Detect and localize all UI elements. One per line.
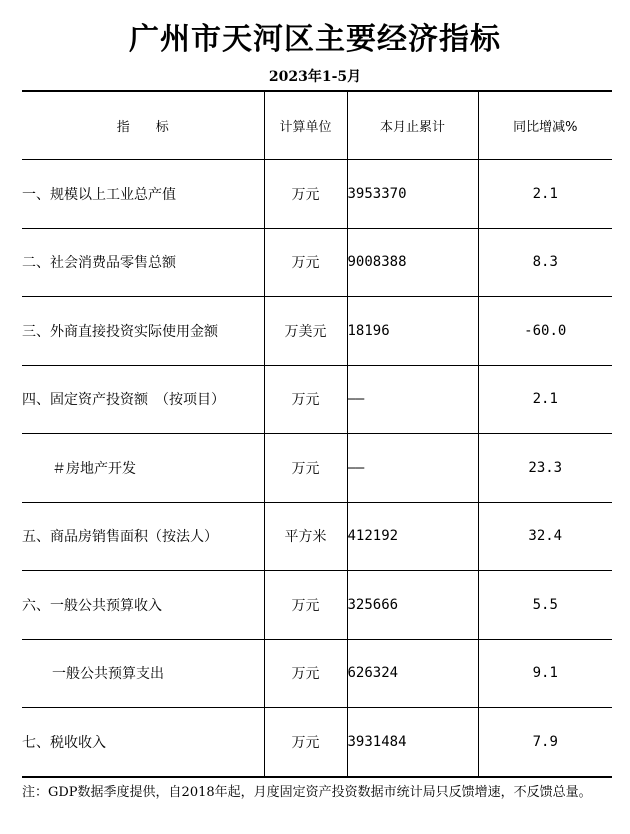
cumulative-value-cell: 3931484 [347,708,478,777]
table-row [22,708,612,777]
indicator-cell: 一般公共预算支出 [22,639,264,708]
unit-cell: 万元 [264,365,347,434]
yoy-change-cell: 23.3 [478,434,612,503]
indicator-cell: 七、税收收入 [22,708,264,777]
yoy-change-cell: -60.0 [478,297,612,366]
unit-cell: 平方米 [264,502,347,571]
table-row [22,434,612,503]
yoy-change-cell: 5.5 [478,571,612,640]
yoy-change-cell: 7.9 [478,708,612,777]
cumulative-value-cell: 325666 [347,571,478,640]
table-row [22,160,612,229]
indicators-table [22,90,612,778]
header-indicator: 指 标 [22,91,264,160]
cumulative-value-cell: 3953370 [347,160,478,229]
cumulative-value-cell: 626324 [347,639,478,708]
footnote: 注：GDP数据季度提供，自2018年起，月度固定资产投资数据市统计局只反馈增速，不反馈总量。 [22,785,592,800]
unit-cell: 万元 [264,228,347,297]
table-row [22,571,612,640]
page-title: 广州市天河区主要经济指标 [129,22,501,57]
unit-cell: 万美元 [264,297,347,366]
table-row [22,365,612,434]
indicator-cell: 二、社会消费品零售总额 [22,228,264,297]
table-row [22,502,612,571]
table-row [22,639,612,708]
indicator-cell: 五、商品房销售面积（按法人） [22,502,264,571]
yoy-change-cell: 8.3 [478,228,612,297]
cumulative-value-cell: 18196 [347,297,478,366]
unit-cell: 万元 [264,708,347,777]
indicator-cell: 一、规模以上工业总产值 [22,160,264,229]
unit-cell: 万元 [264,639,347,708]
cumulative-value-cell: 412192 [347,502,478,571]
table-row [22,297,612,366]
unit-cell: 万元 [264,434,347,503]
yoy-change-cell: 2.1 [478,365,612,434]
yoy-change-cell: 32.4 [478,502,612,571]
table-header-row [22,91,612,160]
cumulative-value-cell: —— [347,434,478,503]
header-cumulative: 本月止累计 [347,91,478,160]
unit-cell: 万元 [264,571,347,640]
unit-cell: 万元 [264,160,347,229]
yoy-change-cell: 2.1 [478,160,612,229]
indicator-cell: ＃房地产开发 [22,434,264,503]
header-yoy-change: 同比增减% [478,91,612,160]
table-row [22,228,612,297]
header-unit: 计算单位 [264,91,347,160]
indicator-cell: 四、固定资产投资额 （按项目） [22,365,264,434]
indicator-cell: 三、外商直接投资实际使用金额 [22,297,264,366]
cumulative-value-cell: —— [347,365,478,434]
indicator-cell: 六、一般公共预算收入 [22,571,264,640]
yoy-change-cell: 9.1 [478,639,612,708]
cumulative-value-cell: 9008388 [347,228,478,297]
report-period: 2023年1-5月 [268,69,362,85]
